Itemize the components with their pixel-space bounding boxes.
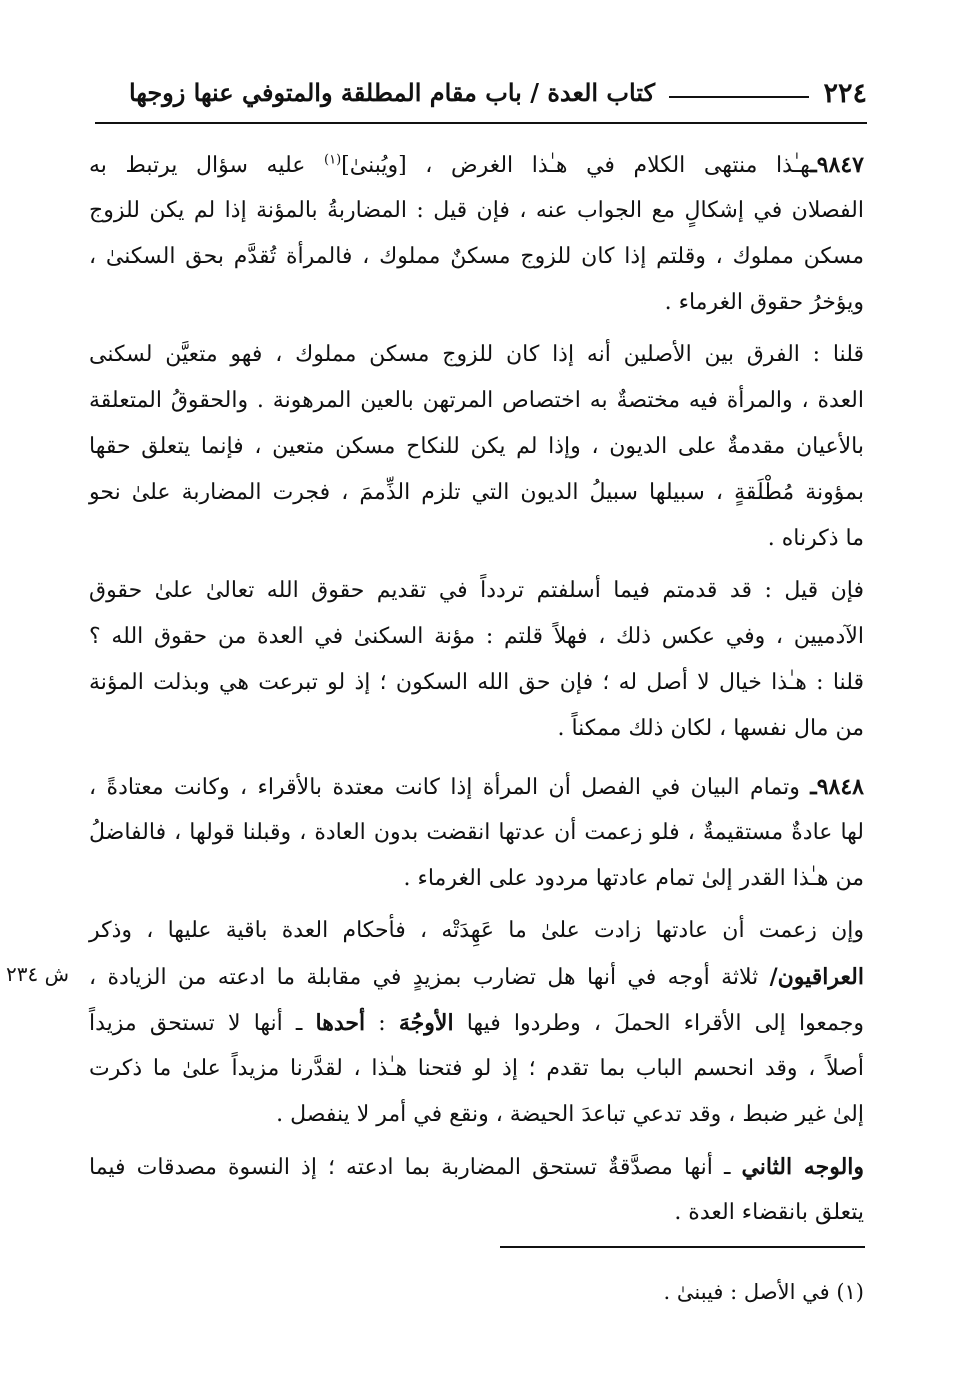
line-text: ثلاثة أوجه في أنها هل تضارب بمزيدٍ في مقابلة ما ادعته من الزيادة ، [89,965,770,990]
page-number: ٢٢٤ [823,78,867,109]
running-title: كتاب العدة / باب مقام المطلقة والمتوفي عنها زوجها [128,78,655,107]
footnote: (١) في الأصل : فيبنىٰ . [663,1280,864,1304]
text-line [89,242,864,272]
text-line [89,864,864,894]
line-text: مسكن مملوك ، وقلتم إذا كان للزوج مسكنٌ مملوك ، فالمرأة تُقدَّم بحق السكنىٰ ، [89,244,864,269]
text-line [89,714,864,744]
text-line [89,150,864,181]
bold-term: الأوجُهَ [398,1010,454,1036]
line-text: لها عادةٌ مستقيمةٌ ، فلو زعمت أن عدتها انقضت بدون العادة ، وقبلنا قولها ، فالفاضلُ [89,820,864,845]
line-text: ما ذكرناه . [767,526,864,551]
text-line [89,1152,864,1183]
text-line [89,772,864,803]
text-line [89,432,864,462]
line-text: قلنا : هـٰذا خيال لا أصل له ؛ فإن حق الله السكون ؛ إذ لو تبرعت هي وبذلت المؤنة [89,670,864,695]
bold-term: العراقيون/ [769,964,864,990]
text-line [89,386,864,416]
text-line [89,962,864,993]
text-line [89,916,864,946]
text-line [89,576,864,606]
line-text: وجمعوا إلى الأقراء الحملَ ، وطردوا فيها [453,1011,864,1036]
paragraph-number: ٩٨٤٨ـ [810,774,864,800]
text-line [89,340,864,370]
line-text: يتعلق بانقضاء العدة . [674,1200,864,1225]
page-header [95,78,867,124]
text-line [89,1198,864,1228]
line-text: وإن زعمت أن عادتها زادت علىٰ ما عَهِدَتْه ، فأحكام العدة باقية عليها ، وذكر [89,918,864,943]
line-text: قلنا : الفرق بين الأصلين أنه إذا كان للزوج مسكن مملوك ، فهو متعيَّن لسكنى [89,342,864,367]
line-text: عليه سؤال يرتبط به [89,153,325,178]
line-text: فإن قيل : قد قدمتم فيما أسلفتم تردداً في تقديم حقوق الله تعالىٰ علىٰ حقوق [89,578,864,603]
line-text: ـ أنها لا تستحق مزيداً [89,1011,316,1036]
text-line [89,622,864,652]
text-line [89,1008,864,1039]
line-text: الفصلان في إشكالٍ مع الجواب عنه ، فإن قيل : المضاربةُ بالمؤنة إذا لم يكن للزوج [89,198,864,223]
text-line [89,1054,864,1084]
text-line [89,818,864,848]
margin-page-reference: ش ٢٣٤ [6,962,70,986]
footnote-marker: (١) [324,152,342,168]
line-text: بمؤونة مُطْلَقةٍ ، سبيلها سبيلُ الديون التي تلزم الذِّممَ ، فجرت المضاربة علىٰ نحو [89,480,864,505]
line-text: وتمام البيان في الفصل أن المرأة إذا كانت معتدة بالأقراء ، وكانت معتادةً ، [89,775,811,800]
text-line [89,478,864,508]
paragraph-number: ٩٨٤٧ـ [810,152,864,178]
line-text: بالأعيان مقدمةٌ على الديون ، وإذا لم يكن للنكاح مسكن متعين ، فإنما يتعلق حقها [89,434,864,459]
line-text: إلىٰ غير ضبط ، وقد تدعي تباعدَ الحيضة ، ونقع في أمر لا ينفصل . [276,1102,864,1127]
bold-term: والوجه الثاني [741,1154,865,1180]
line-text: من مال نفسها ، لكان ذلك ممكناً . [557,716,864,741]
line-text: ـ أنها مصدَّقةٌ تستحق المضاربة بما ادعته ؛ إذ النسوة مصدقات فيما [89,1155,742,1180]
line-text: من هـٰذا القدر إلىٰ تمام عادتها مردود على الغرماء . [403,866,864,891]
line-text: العدة ، والمرأة فيه مختصةٌ به اختصاص المرتهن بالعين المرهونة . والحقوقُ المتعلقة [89,388,864,413]
text-line [89,196,864,226]
line-text: هـٰذا منتهى الكلام في هـٰذا الغرض ، [ويُبنىٰ] [341,153,811,178]
line-text: : [365,1011,399,1036]
header-dash-rule [669,96,809,98]
text-line [89,1100,864,1130]
bold-term: أحدها [315,1010,366,1036]
line-text: ويؤخرُ حقوق الغرماء . [664,290,864,315]
text-line [89,288,864,318]
footnote-separator [500,1246,865,1248]
text-line [89,524,864,554]
line-text: الآدميين ، وفي عكس ذلك ، فهلاً قلتم : مؤنة السكنىٰ في العدة من حقوق الله ؟ [89,624,864,649]
line-text: أصلاً ، وقد انحسم الباب بما تقدم ؛ إذ لو فتحنا هـٰذا ، لقدَّرنا مزيداً علىٰ ما ذكرت [89,1056,864,1081]
text-line [89,668,864,698]
